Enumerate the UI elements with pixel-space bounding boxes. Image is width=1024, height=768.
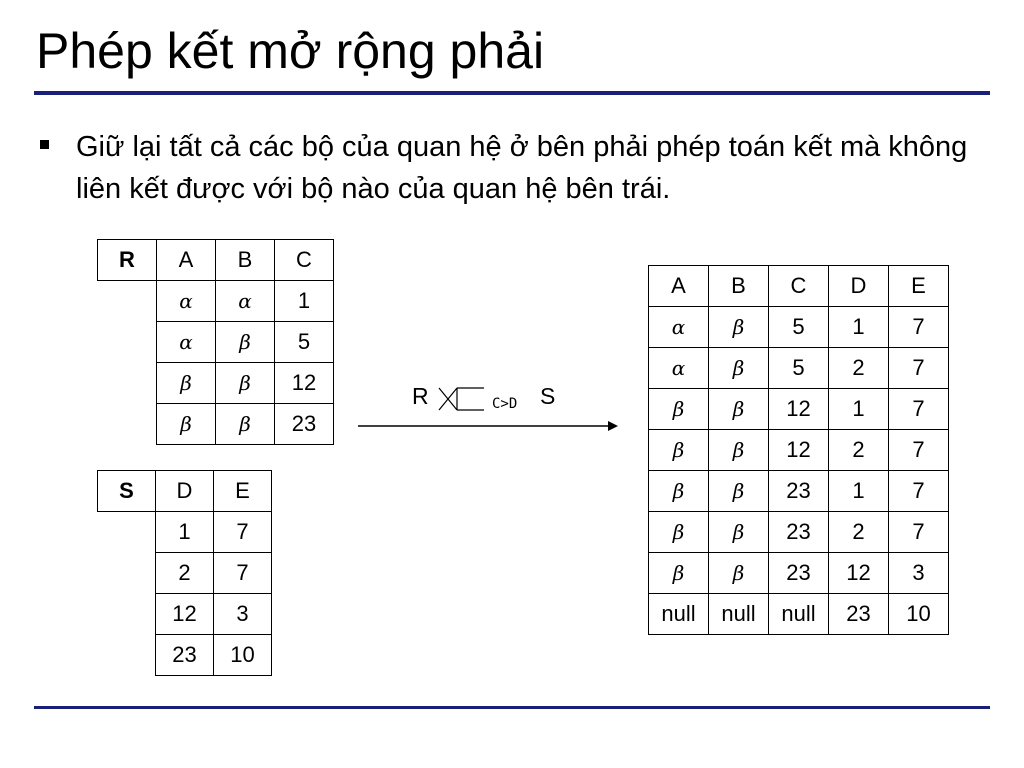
table-cell: α xyxy=(649,307,709,348)
table-cell: 1 xyxy=(829,307,889,348)
table-row xyxy=(98,635,272,676)
table-cell: 7 xyxy=(889,512,949,553)
table-header-row xyxy=(98,471,272,512)
arrow-right-icon xyxy=(356,417,620,435)
table-cell: β xyxy=(157,363,216,404)
column-header: A xyxy=(157,240,216,281)
table-cell: 7 xyxy=(214,553,272,594)
table-cell: β xyxy=(709,348,769,389)
table-cell: 1 xyxy=(156,512,214,553)
table-row xyxy=(649,307,949,348)
table-row xyxy=(98,404,334,445)
table-row xyxy=(649,471,949,512)
table-cell: β xyxy=(709,553,769,594)
result-table xyxy=(648,265,949,635)
table-row xyxy=(98,553,272,594)
table-header-row xyxy=(98,240,334,281)
table-row xyxy=(649,389,949,430)
table-cell: 7 xyxy=(214,512,272,553)
relation-s-table xyxy=(97,470,272,676)
table-cell: 23 xyxy=(275,404,334,445)
table-row xyxy=(98,512,272,553)
relation-name: R xyxy=(98,240,157,281)
table-cell: 23 xyxy=(829,594,889,635)
table-cell: 3 xyxy=(889,553,949,594)
table-cell: 7 xyxy=(889,307,949,348)
table-cell: 12 xyxy=(156,594,214,635)
table-cell: 23 xyxy=(769,471,829,512)
column-header: B xyxy=(709,266,769,307)
table-cell: null xyxy=(769,594,829,635)
table-cell: β xyxy=(709,307,769,348)
table-row xyxy=(649,348,949,389)
table-cell: β xyxy=(709,471,769,512)
table-cell: α xyxy=(649,348,709,389)
right-outer-join-icon xyxy=(436,386,498,412)
table-cell: β xyxy=(709,389,769,430)
table-cell: β xyxy=(216,404,275,445)
table-cell: 10 xyxy=(889,594,949,635)
join-left-relation: R xyxy=(412,383,429,409)
table-cell: β xyxy=(216,322,275,363)
column-header: B xyxy=(216,240,275,281)
table-row xyxy=(98,281,334,322)
table-cell: 5 xyxy=(769,348,829,389)
table-header-row xyxy=(649,266,949,307)
table-cell: null xyxy=(709,594,769,635)
table-cell: 2 xyxy=(156,553,214,594)
table-row xyxy=(98,594,272,635)
table-row xyxy=(98,322,334,363)
table-cell: 23 xyxy=(769,553,829,594)
square-bullet-icon xyxy=(40,140,49,149)
column-header: D xyxy=(829,266,889,307)
table-cell: 7 xyxy=(889,389,949,430)
table-cell: α xyxy=(216,281,275,322)
table-cell: 7 xyxy=(889,471,949,512)
table-cell: β xyxy=(649,512,709,553)
table-cell: β xyxy=(709,430,769,471)
relation-r-table xyxy=(97,239,334,445)
table-cell: 12 xyxy=(829,553,889,594)
table-cell: 23 xyxy=(769,512,829,553)
table-cell: β xyxy=(649,430,709,471)
join-condition: C>D xyxy=(492,396,518,412)
table-cell: 12 xyxy=(769,389,829,430)
table-cell: β xyxy=(649,553,709,594)
table-cell: 12 xyxy=(275,363,334,404)
table-cell: 5 xyxy=(275,322,334,363)
table-cell: 1 xyxy=(829,471,889,512)
table-cell: 2 xyxy=(829,430,889,471)
table-cell: 10 xyxy=(214,635,272,676)
table-row xyxy=(649,553,949,594)
column-header: C xyxy=(769,266,829,307)
table-cell: β xyxy=(649,389,709,430)
join-expression xyxy=(412,383,572,417)
column-header: E xyxy=(214,471,272,512)
table-cell: 7 xyxy=(889,348,949,389)
table-row xyxy=(98,363,334,404)
table-cell: 5 xyxy=(769,307,829,348)
table-cell: 3 xyxy=(214,594,272,635)
table-cell: α xyxy=(157,322,216,363)
relation-name: S xyxy=(98,471,156,512)
column-header: D xyxy=(156,471,214,512)
table-cell: 2 xyxy=(829,348,889,389)
column-header: C xyxy=(275,240,334,281)
slide-title: Phép kết mở rộng phải xyxy=(36,23,545,79)
table-cell: 23 xyxy=(156,635,214,676)
table-cell: β xyxy=(649,471,709,512)
join-right-relation: S xyxy=(540,383,556,409)
table-cell: β xyxy=(216,363,275,404)
title-divider xyxy=(34,91,990,95)
table-row xyxy=(649,512,949,553)
table-cell: 7 xyxy=(889,430,949,471)
table-row xyxy=(649,430,949,471)
footer-divider xyxy=(34,706,990,709)
bullet-text: Giữ lại tất cả các bộ của quan hệ ở bên phải phép toán kết mà không liên kết được với bộ nào của quan hệ bên trái. xyxy=(76,131,968,205)
table-cell: 1 xyxy=(829,389,889,430)
table-cell: 12 xyxy=(769,430,829,471)
table-cell: β xyxy=(157,404,216,445)
table-cell: null xyxy=(649,594,709,635)
column-header: A xyxy=(649,266,709,307)
table-cell: 1 xyxy=(275,281,334,322)
table-cell: β xyxy=(709,512,769,553)
table-cell: α xyxy=(157,281,216,322)
column-header: E xyxy=(889,266,949,307)
table-cell: 2 xyxy=(829,512,889,553)
table-row xyxy=(649,594,949,635)
